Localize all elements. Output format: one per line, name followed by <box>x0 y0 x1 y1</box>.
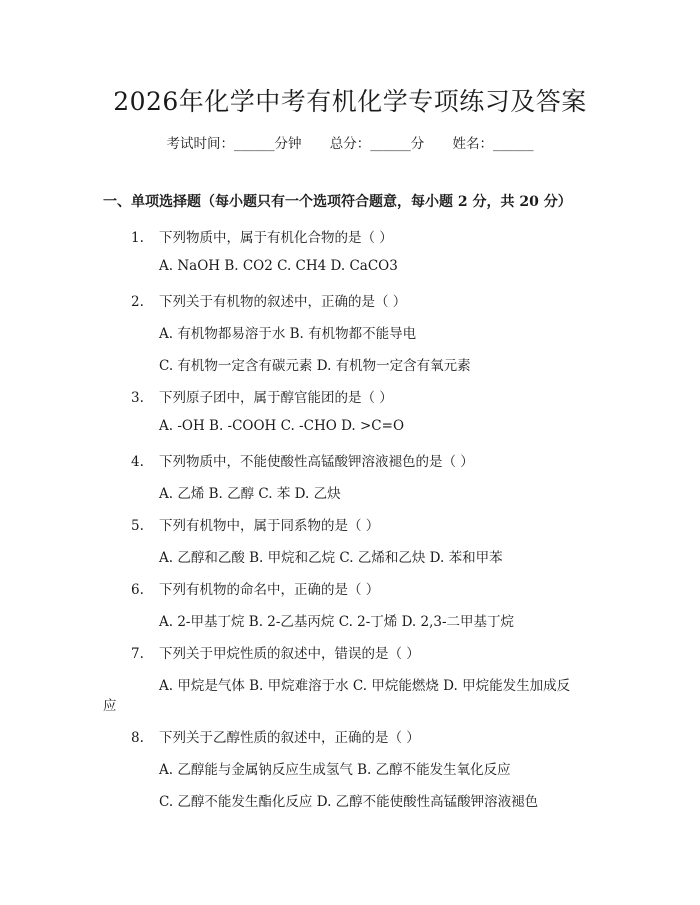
question-4-options: A. 乙烯 B. 乙醇 C. 苯 D. 乙炔 <box>159 486 341 502</box>
question-1 <box>131 226 393 246</box>
question-text: 下列原子团中，属于醇官能团的是（ ） <box>159 390 393 406</box>
question-1-options: A. NaOH B. CO2 C. CH4 D. CaCO3 <box>159 258 398 274</box>
question-number: 2. <box>131 294 144 310</box>
question-6-options: A. 2-甲基丁烷 B. 2-乙基丙烷 C. 2-丁烯 D. 2,3-二甲基丁烷 <box>159 614 515 630</box>
question-number: 1. <box>131 230 144 246</box>
question-3-options: A. -OH B. -COOH C. -CHO D. >C=O <box>159 418 405 434</box>
question-7-options-wrap: 应 <box>103 698 117 714</box>
question-7 <box>131 642 420 662</box>
question-text: 下列有机物中，属于同系物的是（ ） <box>159 518 380 534</box>
question-number: 8. <box>131 730 144 746</box>
question-text: 下列关于有机物的叙述中，正确的是（ ） <box>159 294 407 310</box>
question-7-options: A. 甲烷是气体 B. 甲烷难溶于水 C. 甲烷能燃烧 D. 甲烷能发生加成反 <box>159 678 571 694</box>
question-8-options-cd: C. 乙醇不能发生酯化反应 D. 乙醇不能使酸性高锰酸钾溶液褪色 <box>159 794 539 810</box>
question-text: 下列物质中，属于有机化合物的是（ ） <box>159 230 393 246</box>
question-5-options: A. 乙醇和乙酸 B. 甲烷和乙烷 C. 乙烯和乙炔 D. 苯和甲苯 <box>159 550 503 566</box>
exam-time-field: 考试时间：______分钟 <box>166 136 302 152</box>
question-number: 7. <box>131 646 144 662</box>
document-title: 2026年化学中考有机化学专项练习及答案 <box>113 87 587 116</box>
question-4 <box>131 450 474 470</box>
question-2 <box>131 290 406 310</box>
student-name-field: 姓名：______ <box>452 136 534 152</box>
total-score-field: 总分：______分 <box>329 136 425 152</box>
question-8-options-ab: A. 乙醇能与金属钠反应生成氢气 B. 乙醇不能发生氧化反应 <box>159 762 511 778</box>
question-5 <box>131 514 379 534</box>
question-text: 下列关于乙醇性质的叙述中，正确的是（ ） <box>159 730 420 746</box>
question-number: 5. <box>131 518 144 534</box>
question-text: 下列关于甲烷性质的叙述中，错误的是（ ） <box>159 646 420 662</box>
question-8 <box>131 726 420 746</box>
question-2-options-ab: A. 有机物都易溶于水 B. 有机物都不能导电 <box>159 326 417 342</box>
question-number: 4. <box>131 454 144 470</box>
question-6 <box>131 578 379 598</box>
question-number: 3. <box>131 390 144 406</box>
question-number: 6. <box>131 582 144 598</box>
question-3 <box>131 386 393 406</box>
exam-info-line <box>0 132 700 152</box>
section-heading: 一、单项选择题（每小题只有一个选项符合题意，每小题 2 分，共 20 分） <box>103 194 572 210</box>
question-2-options-cd: C. 有机物一定含有碳元素 D. 有机物一定含有氧元素 <box>159 358 471 374</box>
question-text: 下列有机物的命名中，正确的是（ ） <box>159 582 380 598</box>
question-text: 下列物质中，不能使酸性高锰酸钾溶液褪色的是（ ） <box>159 454 474 470</box>
